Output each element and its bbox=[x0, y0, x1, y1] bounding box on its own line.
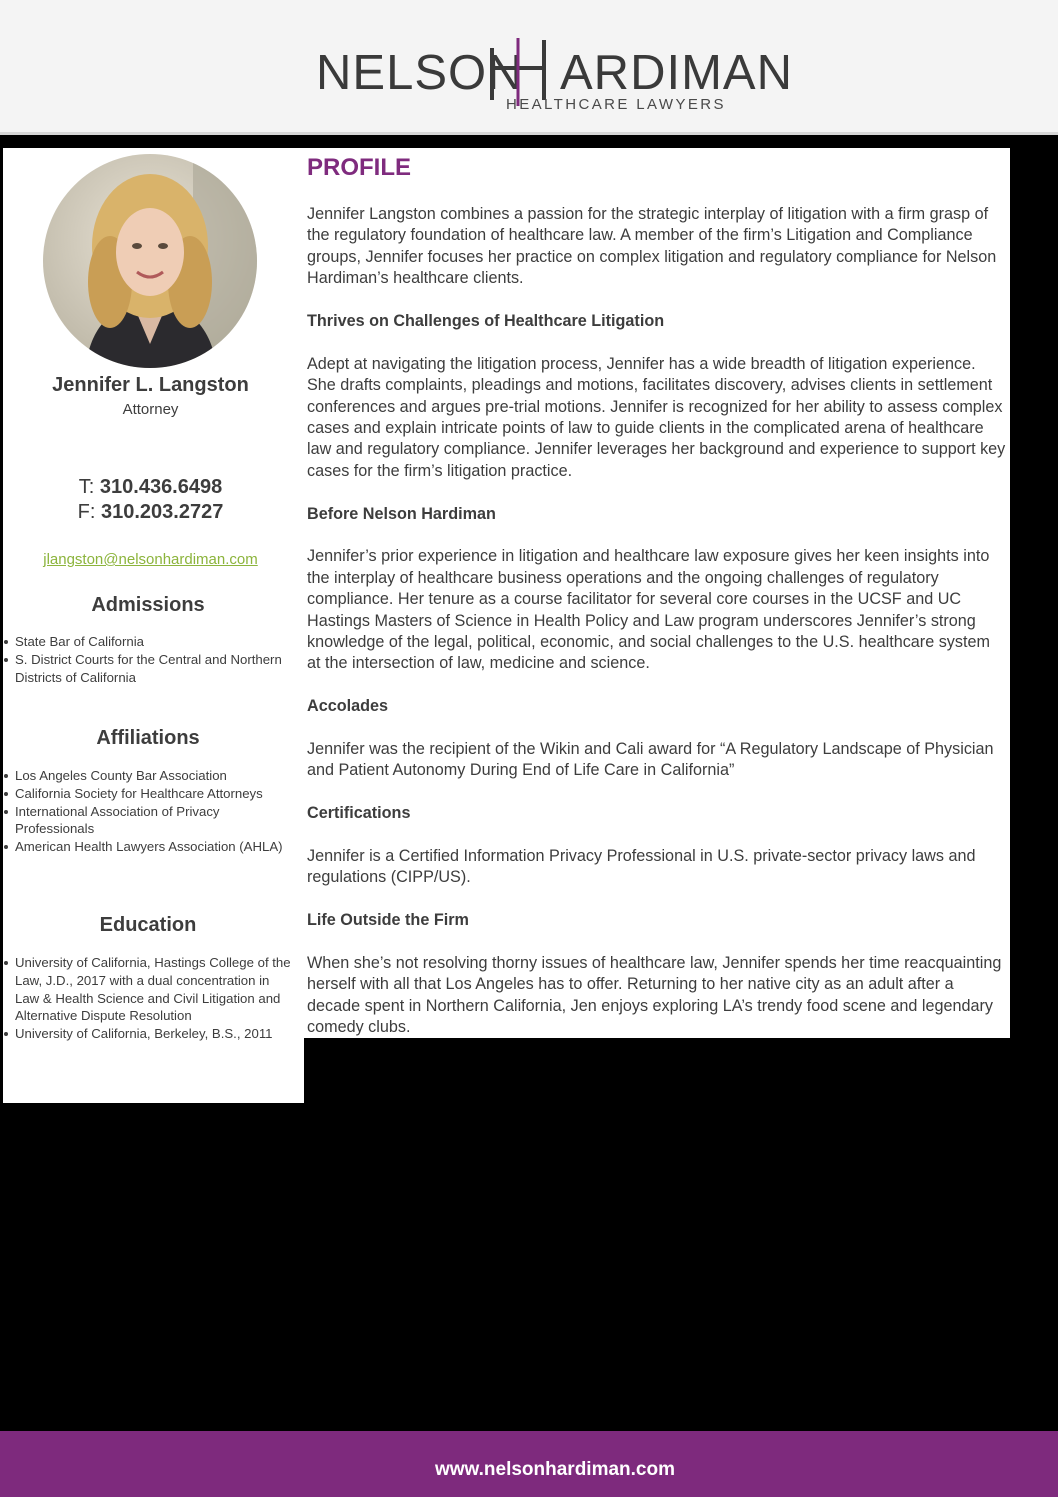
attorney-photo bbox=[43, 154, 257, 368]
profile-content bbox=[307, 204, 1007, 1060]
logo-tagline: HEALTHCARE LAWYERS bbox=[506, 96, 726, 113]
section-body: When she’s not resolving thorny issues of healthcare law, Jennifer spends her time reacquainting herself with all that Los Angeles has to offer. Returning to her native city as an adult after a decade spent in Northern California, Jen enjoys exploring LA’s trendy food scene and legendary comedy clubs. bbox=[307, 954, 1002, 1037]
portrait-icon bbox=[43, 154, 257, 368]
footer bbox=[0, 1431, 1058, 1497]
admissions-list bbox=[3, 633, 295, 686]
admissions-heading: Admissions bbox=[91, 594, 205, 616]
profile-panel bbox=[304, 148, 1010, 1038]
list-item: University of California, Hastings College of the Law, J.D., 2017 with a dual concentration in Law & Health Science and Civil Litigation and Alternative Dispute Resolution bbox=[3, 954, 295, 1025]
affiliations-heading: Affiliations bbox=[96, 727, 200, 749]
education-list bbox=[3, 954, 295, 1043]
list-item: Los Angeles County Bar Association bbox=[3, 767, 295, 785]
list-item: California Society for Healthcare Attorneys bbox=[3, 785, 295, 803]
brand-logo[interactable] bbox=[316, 46, 793, 116]
list-item: University of California, Berkeley, B.S., 2011 bbox=[3, 1025, 295, 1043]
list-item: S. District Courts for the Central and Northern Districts of California bbox=[3, 651, 295, 687]
attorney-title: Attorney bbox=[122, 401, 179, 418]
phone-number[interactable]: 310.436.6498 bbox=[99, 476, 223, 498]
section-body: Jennifer’s prior experience in litigation and healthcare law exposure gives her keen insights into the interplay of healthcare business operations and the ongoing challenges of regulatory compliance. Her tenure as a course facilitator for several core courses in the UCSF and UC Hastings Masters of Science in Health Policy and Law program underscores Jennifer’s strong knowledge of the legal, political, economic, and social challenges to the U.S. healthcare system at the intersection of law, medicine and science. bbox=[307, 547, 990, 673]
section-heading: Accolades bbox=[307, 697, 388, 716]
list-item: American Health Lawyers Association (AHLA) bbox=[3, 838, 295, 856]
fax-line bbox=[3, 501, 298, 524]
affiliations-list bbox=[3, 767, 295, 856]
section-body: Jennifer was the recipient of the Wikin and Cali award for “A Regulatory Landscape of Physician and Patient Autonomy During End of Life Care in California” bbox=[307, 740, 994, 780]
education-heading: Education bbox=[99, 914, 197, 936]
profile-title: PROFILE bbox=[307, 154, 412, 181]
section-heading: Thrives on Challenges of Healthcare Litigation bbox=[307, 312, 665, 331]
sidebar bbox=[3, 148, 304, 1103]
website-link[interactable]: www.nelsonhardiman.com bbox=[434, 1459, 675, 1480]
logo-name-left: NELSON bbox=[316, 46, 524, 100]
attorney-name: Jennifer L. Langston bbox=[52, 374, 249, 396]
section-heading: Before Nelson Hardiman bbox=[307, 504, 496, 523]
list-item: State Bar of California bbox=[3, 633, 295, 651]
fax-number: 310.203.2727 bbox=[101, 501, 224, 523]
list-item: International Association of Privacy Professionals bbox=[3, 803, 295, 839]
section-heading: Certifications bbox=[307, 804, 411, 823]
profile-intro: Jennifer Langston combines a passion for the strategic interplay of litigation with a firm grasp of the regulatory foundation of healthcare law. A member of the firm’s Litigation and Compliance groups, Jennifer focuses her practice on complex litigation and regulatory compliance for Nelson Hardiman’s healthcare clients. bbox=[307, 205, 997, 288]
section-heading: Life Outside the Firm bbox=[307, 911, 469, 930]
phone-line bbox=[3, 476, 298, 499]
section-body: Jennifer is a Certified Information Privacy Professional in U.S. private-sector privacy laws and regulations (CIPP/US). bbox=[307, 847, 976, 887]
phone-label: T: bbox=[78, 476, 100, 498]
fax-label: F: bbox=[77, 501, 101, 523]
logo-name-right: ARDIMAN bbox=[560, 46, 793, 100]
header-divider bbox=[0, 132, 1058, 135]
email-link[interactable]: jlangston@nelsonhardiman.com bbox=[43, 551, 258, 568]
header bbox=[0, 0, 1058, 132]
section-body: Adept at navigating the litigation process, Jennifer has a wide breadth of litigation experience. She drafts complaints, pleadings and motions, facilitates discovery, advises clients in settlement conferences and argues pre-trial motions. Jennifer is recognized for her ability to assess complex cases and explain intricate points of law to guide clients in the complicated arena of healthcare law and regulatory compliance. Jennifer leverages her background and experience to support key cases for the firm’s litigation practice. bbox=[307, 354, 1006, 480]
